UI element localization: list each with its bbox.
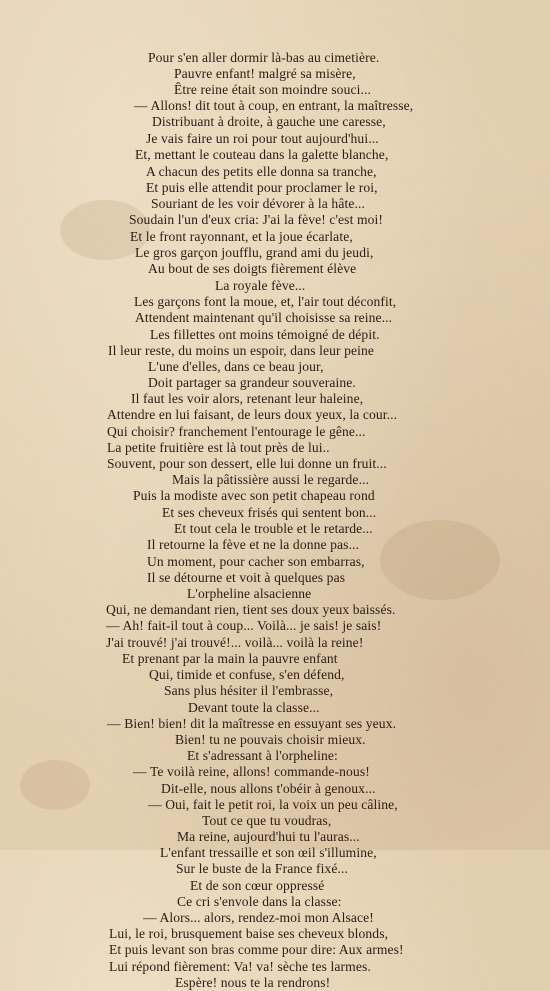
poem-line: Et tout cela le trouble et le retarde... [174,521,373,536]
poem-line: — Alors... alors, rendez-moi mon Alsace! [143,910,374,925]
poem-line: Un moment, pour cacher son embarras, [147,554,365,569]
poem-line: Souvent, pour son dessert, elle lui donne un fruit... [107,456,387,471]
poem-line: Sans plus hésiter il l'embrasse, [164,683,334,698]
poem-line: Devant toute la classe... [188,700,320,715]
poem-line: Et, mettant le couteau dans la galette blanche, [135,147,389,162]
poem-line: Les fillettes ont moins témoigné de dépit. [150,327,380,342]
poem-line: Les garçons font la moue, et, l'air tout déconfit, [134,294,397,309]
poem-line: Pour s'en aller dormir là-bas au cimetière. [148,50,380,65]
paper-stain [20,760,90,810]
poem-line: Souriant de les voir dévorer à la hâte... [151,196,365,211]
poem-line: Ce cri s'envole dans la classe: [177,893,342,909]
poem-line: — Oui, fait le petit roi, la voix un peu câline, [148,797,398,812]
poem-line: La royale fève... [215,278,306,293]
poem-line: Doit partager sa grandeur souveraine. [148,375,356,390]
poem-line: Il leur reste, du moins un espoir, dans leur peine [108,343,375,358]
poem-line: Il faut les voir alors, retenant leur haleine, [131,391,364,406]
poem-line: A chacun des petits elle donna sa tranche, [146,164,377,179]
poem-line: Attendre en lui faisant, de leurs doux yeux, la cour... [107,407,398,422]
poem-line: Sur le buste de la France fixé... [176,861,349,877]
poem-line: Et le front rayonnant, et la joue écarlate, [130,229,353,244]
poem-line: Il retourne la fève et ne la donne pas... [147,537,360,552]
poem-line: Pauvre enfant! malgré sa misère, [174,66,356,81]
poem-line: Puis la modiste avec son petit chapeau rond [133,488,375,503]
poem-line: La petite fruitière est là tout près de lui.. [107,440,330,455]
poem-line: Qui, timide et confuse, s'en défend, [149,667,345,682]
poem-line: Dit-elle, nous allons t'obéir à genoux... [161,781,376,796]
poem-line: Tout ce que tu voudras, [202,813,332,828]
poem-line: Le gros garçon joufflu, grand ami du jeudi, [135,245,374,260]
poem-line: Et ses cheveux frisés qui sentent bon... [162,505,377,520]
poem-line: Et puis levant son bras comme pour dire: Aux armes! [109,942,404,958]
poem-line: — Allons! dit tout à coup, en entrant, la maîtresse, [134,98,414,113]
poem-line: Et prenant par la main la pauvre enfant [122,651,338,666]
poem-line: Au bout de ses doigts fièrement élève [148,261,357,276]
poem-line: Lui, le roi, brusquement baise ses cheveux blonds, [109,926,389,942]
poem-line: Et puis elle attendit pour proclamer le roi, [146,180,378,195]
poem-line: Lui répond fièrement: Va! va! sèche tes larmes. [109,958,371,974]
poem-line: Qui, ne demandant rien, tient ses doux yeux baissés. [106,602,396,617]
poem-line: Qui choisir? franchement l'entourage le gêne... [107,424,366,439]
poem-line: Espère! nous te la rendrons! [175,974,331,990]
poem-line: Je vais faire un roi pour tout aujourd'hui... [146,131,379,146]
poem-line: Distribuant à droite, à gauche une caresse, [152,114,386,129]
poem-line: Et de son cœur oppressé [190,877,325,893]
poem-line: L'une d'elles, dans ce beau jour, [148,359,324,374]
poem-line: L'enfant tressaille et son œil s'illumine, [160,845,377,861]
poem-line: Attendent maintenant qu'il choisisse sa reine... [135,310,393,325]
poem-line: Mais la pâtissière aussi le regarde... [172,472,370,487]
poem-line: Et s'adressant à l'orpheline: [187,748,338,763]
poem-line: L'orpheline alsacienne [187,586,312,601]
poem-line: — Ah! fait-il tout à coup... Voilà... je sais! je sais! [106,618,382,633]
poem-line: Il se détourne et voit à quelques pas [147,570,346,585]
poem-line: — Te voilà reine, allons! commande-nous! [133,764,370,779]
poem-line: J'ai trouvé! j'ai trouvé!... voilà... voilà la reine! [106,635,364,650]
poem-line: Ma reine, aujourd'hui tu l'auras... [177,829,360,844]
poem-line: — Bien! bien! dit la maîtresse en essuyant ses yeux. [107,716,397,731]
paper-stain [380,520,500,600]
poem-line: Bien! tu ne pouvais choisir mieux. [175,732,366,747]
poem-line: Être reine était son moindre souci... [174,82,371,97]
poem-line: Soudain l'un d'eux cria: J'ai la fève! c'est moi! [129,212,384,227]
